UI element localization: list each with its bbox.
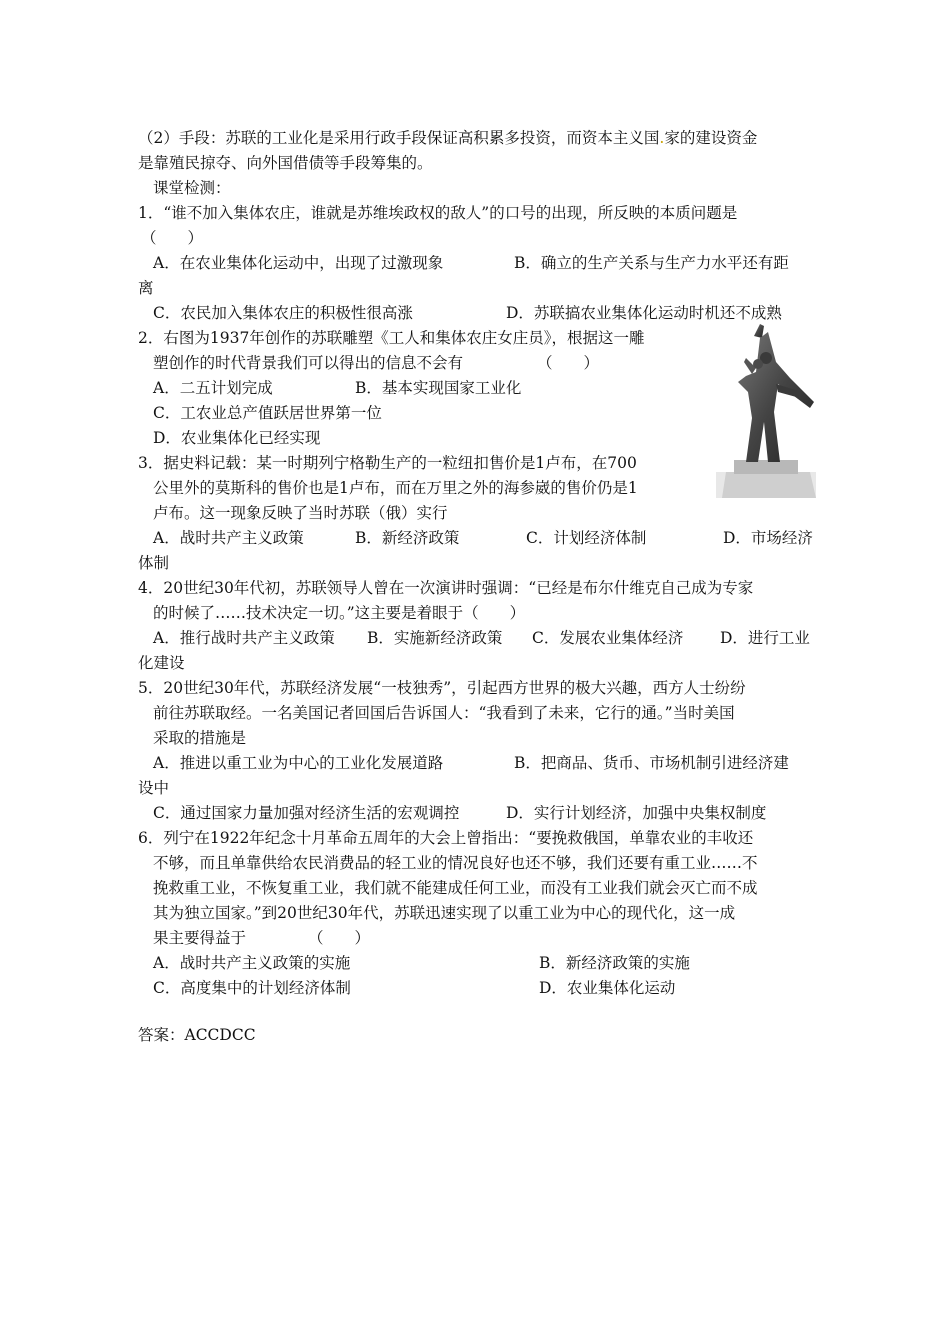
q4-option-d-cont: 化建设 (138, 654, 185, 672)
q4-option-a: A．推行战时共产主义政策 (153, 629, 335, 647)
q5-stem-1: 5．20世纪30年代，苏联经济发展“一枝独秀”，引起西方世界的极大兴趣，西方人士纷纷 (138, 679, 746, 697)
q2-stem-2: 塑创作的时代背景我们可以得出的信息不会有 (153, 354, 464, 372)
q1-option-b-cont: 离 (138, 279, 154, 297)
q4-stem-1: 4．20世纪30年代初，苏联领导人曾在一次演讲时强调：“已经是布尔什维克自己成为专家 (138, 579, 754, 597)
q3-option-d: D．市场经济 (723, 529, 813, 547)
q2-option-c: C．工农业总产值跃居世界第一位 (153, 404, 382, 422)
q2-option-a: A．二五计划完成 (153, 379, 273, 397)
statue-photo (716, 322, 816, 498)
q3-option-b: B．新经济政策 (355, 529, 460, 547)
q6-stem-4: 其为独立国家。”到20世纪30年代，苏联迅速实现了以重工业为中心的现代化，这一成 (153, 904, 736, 922)
q6-option-a: A．战时共产主义政策的实施 (153, 954, 351, 972)
q3-stem-1: 3．据史料记载：某一时期列宁格勒生产的一粒纽扣售价是1卢布，在700 (138, 454, 637, 472)
q6-stem-3: 挽救重工业，不恢复重工业，我们就不能建成任何工业，而没有工业我们就会灭亡而不成 (153, 879, 758, 897)
q5-stem-2: 前往苏联取经。一名美国记者回国后告诉国人：“我看到了未来，它行的通。”当时美国 (153, 704, 735, 722)
q5-option-a: A．推进以重工业为中心的工业化发展道路 (153, 754, 444, 772)
q2-option-d: D．农业集体化已经实现 (153, 429, 321, 447)
q2-answer-paren: （ ） (537, 354, 600, 372)
q2-stem-1: 2．右图为1937年创作的苏联雕塑《工人和集体农庄女庄员》，根据这一雕 (138, 329, 645, 347)
q1-option-d: D．苏联搞农业集体化运动时机还不成熟 (506, 304, 782, 322)
q6-option-c: C．高度集中的计划经济体制 (153, 979, 351, 997)
q5-option-d: D．实行计划经济，加强中央集权制度 (506, 804, 767, 822)
q6-answer-paren: （ ） (308, 929, 371, 947)
q4-option-d: D．进行工业 (720, 629, 810, 647)
q3-option-c: C．计划经济体制 (526, 529, 647, 547)
q3-stem-2: 公里外的莫斯科的售价也是1卢布，而在万里之外的海参崴的售价仍是1 (153, 479, 638, 497)
intro-line-1: （2）手段：苏联的工业化是采用行政手段保证高积累多投资，而资本主义国.家的建设资金 (138, 129, 758, 147)
q1-option-b: B．确立的生产关系与生产力水平还有距 (514, 254, 789, 272)
q3-option-d-cont: 体制 (138, 554, 170, 572)
q4-option-b: B．实施新经济政策 (367, 629, 503, 647)
answer-key: 答案：ACCDCC (138, 1026, 256, 1044)
q6-option-d: D．农业集体化运动 (539, 979, 676, 997)
q1-stem-1: 1．“谁不加入集体农庄，谁就是苏维埃政权的敌人”的口号的出现，所反映的本质问题是 (138, 204, 738, 222)
q4-option-c: C．发展农业集体经济 (532, 629, 684, 647)
q6-stem-1: 6．列宁在1922年纪念十月革命五周年的大会上曾指出：“要挽救俄国，单靠农业的丰收还 (138, 829, 754, 847)
intro-line-2: 是靠殖民掠夺、向外国借债等手段筹集的。 (138, 154, 433, 172)
q1-option-c: C．农民加入集体农庄的积极性很高涨 (153, 304, 413, 322)
q2-option-b: B．基本实现国家工业化 (355, 379, 522, 397)
q5-option-c: C．通过国家力量加强对经济生活的宏观调控 (153, 804, 460, 822)
q5-option-b-cont: 设中 (138, 779, 170, 797)
q6-stem-2: 不够，而且单靠供给农民消费品的轻工业的情况良好也还不够，我们还要有重工业……不 (153, 854, 758, 872)
q6-option-b: B．新经济政策的实施 (539, 954, 690, 972)
q6-stem-5: 果主要得益于 (153, 929, 247, 947)
q1-option-a: A．在农业集体化运动中，出现了过激现象 (153, 254, 444, 272)
q3-option-a: A．战时共产主义政策 (153, 529, 304, 547)
q4-stem-2: 的时候了……技术决定一切。”这主要是着眼于（ ） (153, 604, 526, 622)
q5-stem-3: 采取的措施是 (153, 729, 247, 747)
q1-stem-2: （ ） (141, 229, 204, 247)
q5-option-b: B．把商品、货币、市场机制引进经济建 (514, 754, 789, 772)
section-heading: 课堂检测： (153, 179, 231, 197)
q3-stem-3: 卢布。这一现象反映了当时苏联（俄）实行 (153, 504, 448, 522)
